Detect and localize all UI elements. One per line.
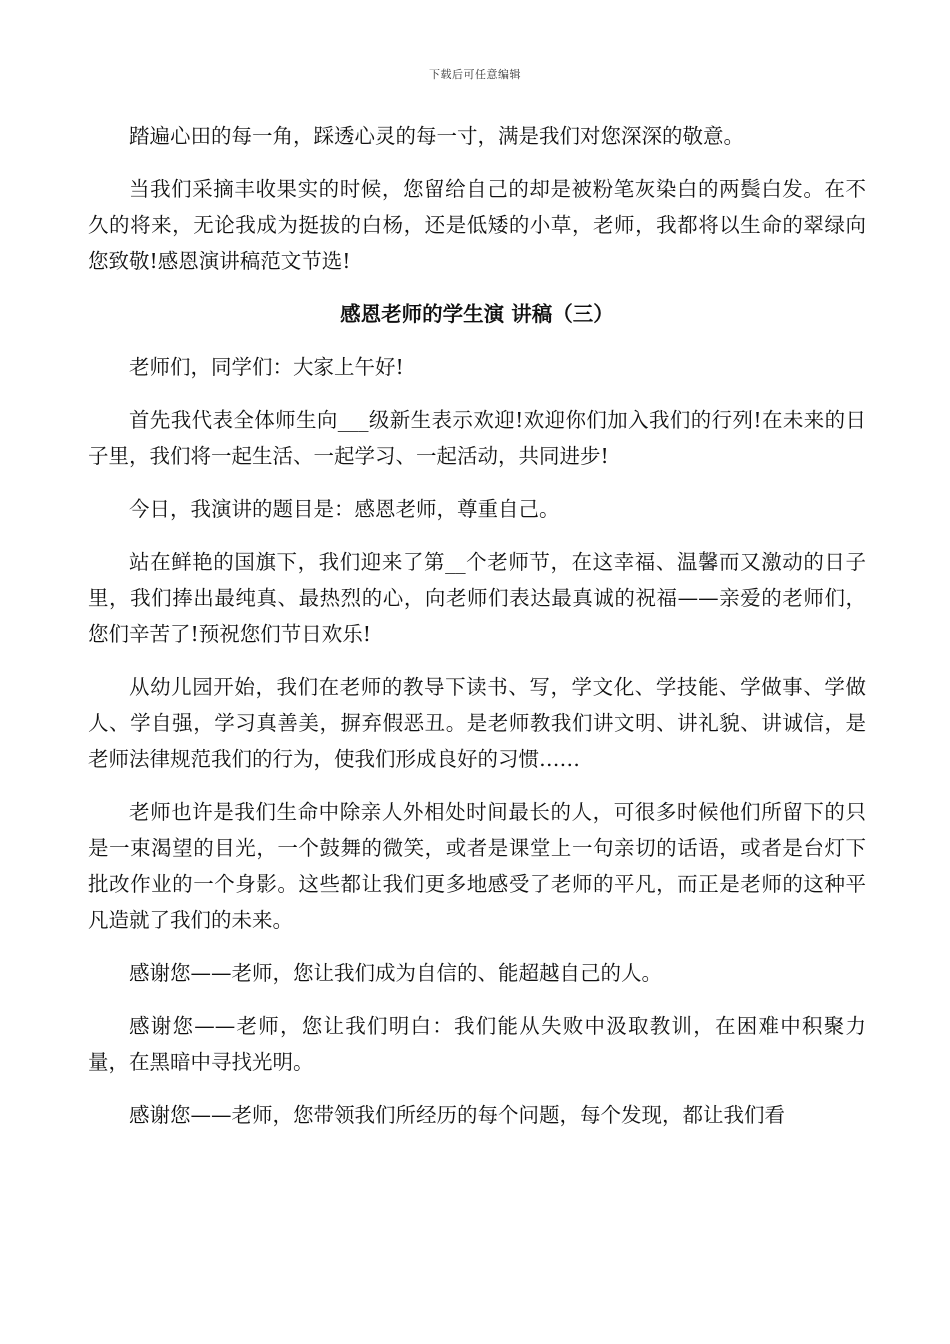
paragraph: 感谢您——老师，您让我们明白：我们能从失败中汲取教训，在困难中积聚力量，在黑暗中寻找光明。: [88, 1014, 866, 1074]
section-title: 感恩老师的学生演 讲稿（三）: [340, 302, 614, 326]
paragraph: 从幼儿园开始，我们在老师的教导下读书、写，学文化、学技能、学做事、学做人、学自强，学习真善美，摒弃假恶丑。是老师教我们讲文明、讲礼貌、讲诚信，是老师法律规范我们的行为，使我们形成良好的习惯……: [88, 675, 866, 771]
paragraph: 老师们，同学们：大家上午好!: [129, 355, 404, 379]
header-note: 下载后可任意编辑: [429, 68, 521, 81]
paragraph: 站在鲜艳的国旗下，我们迎来了第__个老师节，在这幸福、温馨而又激动的日子里，我们捧出最纯真、最热烈的心，向老师们表达最真诚的祝福——亲爱的老师们，您们辛苦了!预祝您们节日欢乐!: [88, 550, 866, 646]
paragraph: 老师也许是我们生命中除亲人外相处时间最长的人，可很多时候他们所留下的只是一束渴望的目光，一个鼓舞的微笑，或者是课堂上一句亲切的话语，或者是台灯下批改作业的一个身影。这些都让我们更多地感受了老师的平凡，而正是老师的这种平凡造就了我们的未来。: [88, 800, 866, 932]
paragraph: 今日，我演讲的题目是：感恩老师，尊重自己。: [129, 497, 560, 521]
paragraph: 当我们采摘丰收果实的时候，您留给自己的却是被粉笔灰染白的两鬓白发。在不久的将来，无论我成为挺拔的白杨，还是低矮的小草，老师，我都将以生命的翠绿向您致敬!感恩演讲稿范文节选!: [88, 177, 866, 273]
paragraph: 踏遍心田的每一角，踩透心灵的每一寸，满是我们对您深深的敬意。: [129, 124, 744, 148]
document-body: [88, 118, 866, 1150]
paragraph: 感谢您——老师，您带领我们所经历的每个问题，每个发现，都让我们看: [129, 1103, 785, 1127]
paragraph: 首先我代表全体师生向___级新生表示欢迎!欢迎你们加入我们的行列!在未来的日子里，我们将一起生活、一起学习、一起活动，共同进步!: [88, 408, 866, 468]
paragraph: 感谢您——老师，您让我们成为自信的、能超越自己的人。: [129, 961, 662, 985]
